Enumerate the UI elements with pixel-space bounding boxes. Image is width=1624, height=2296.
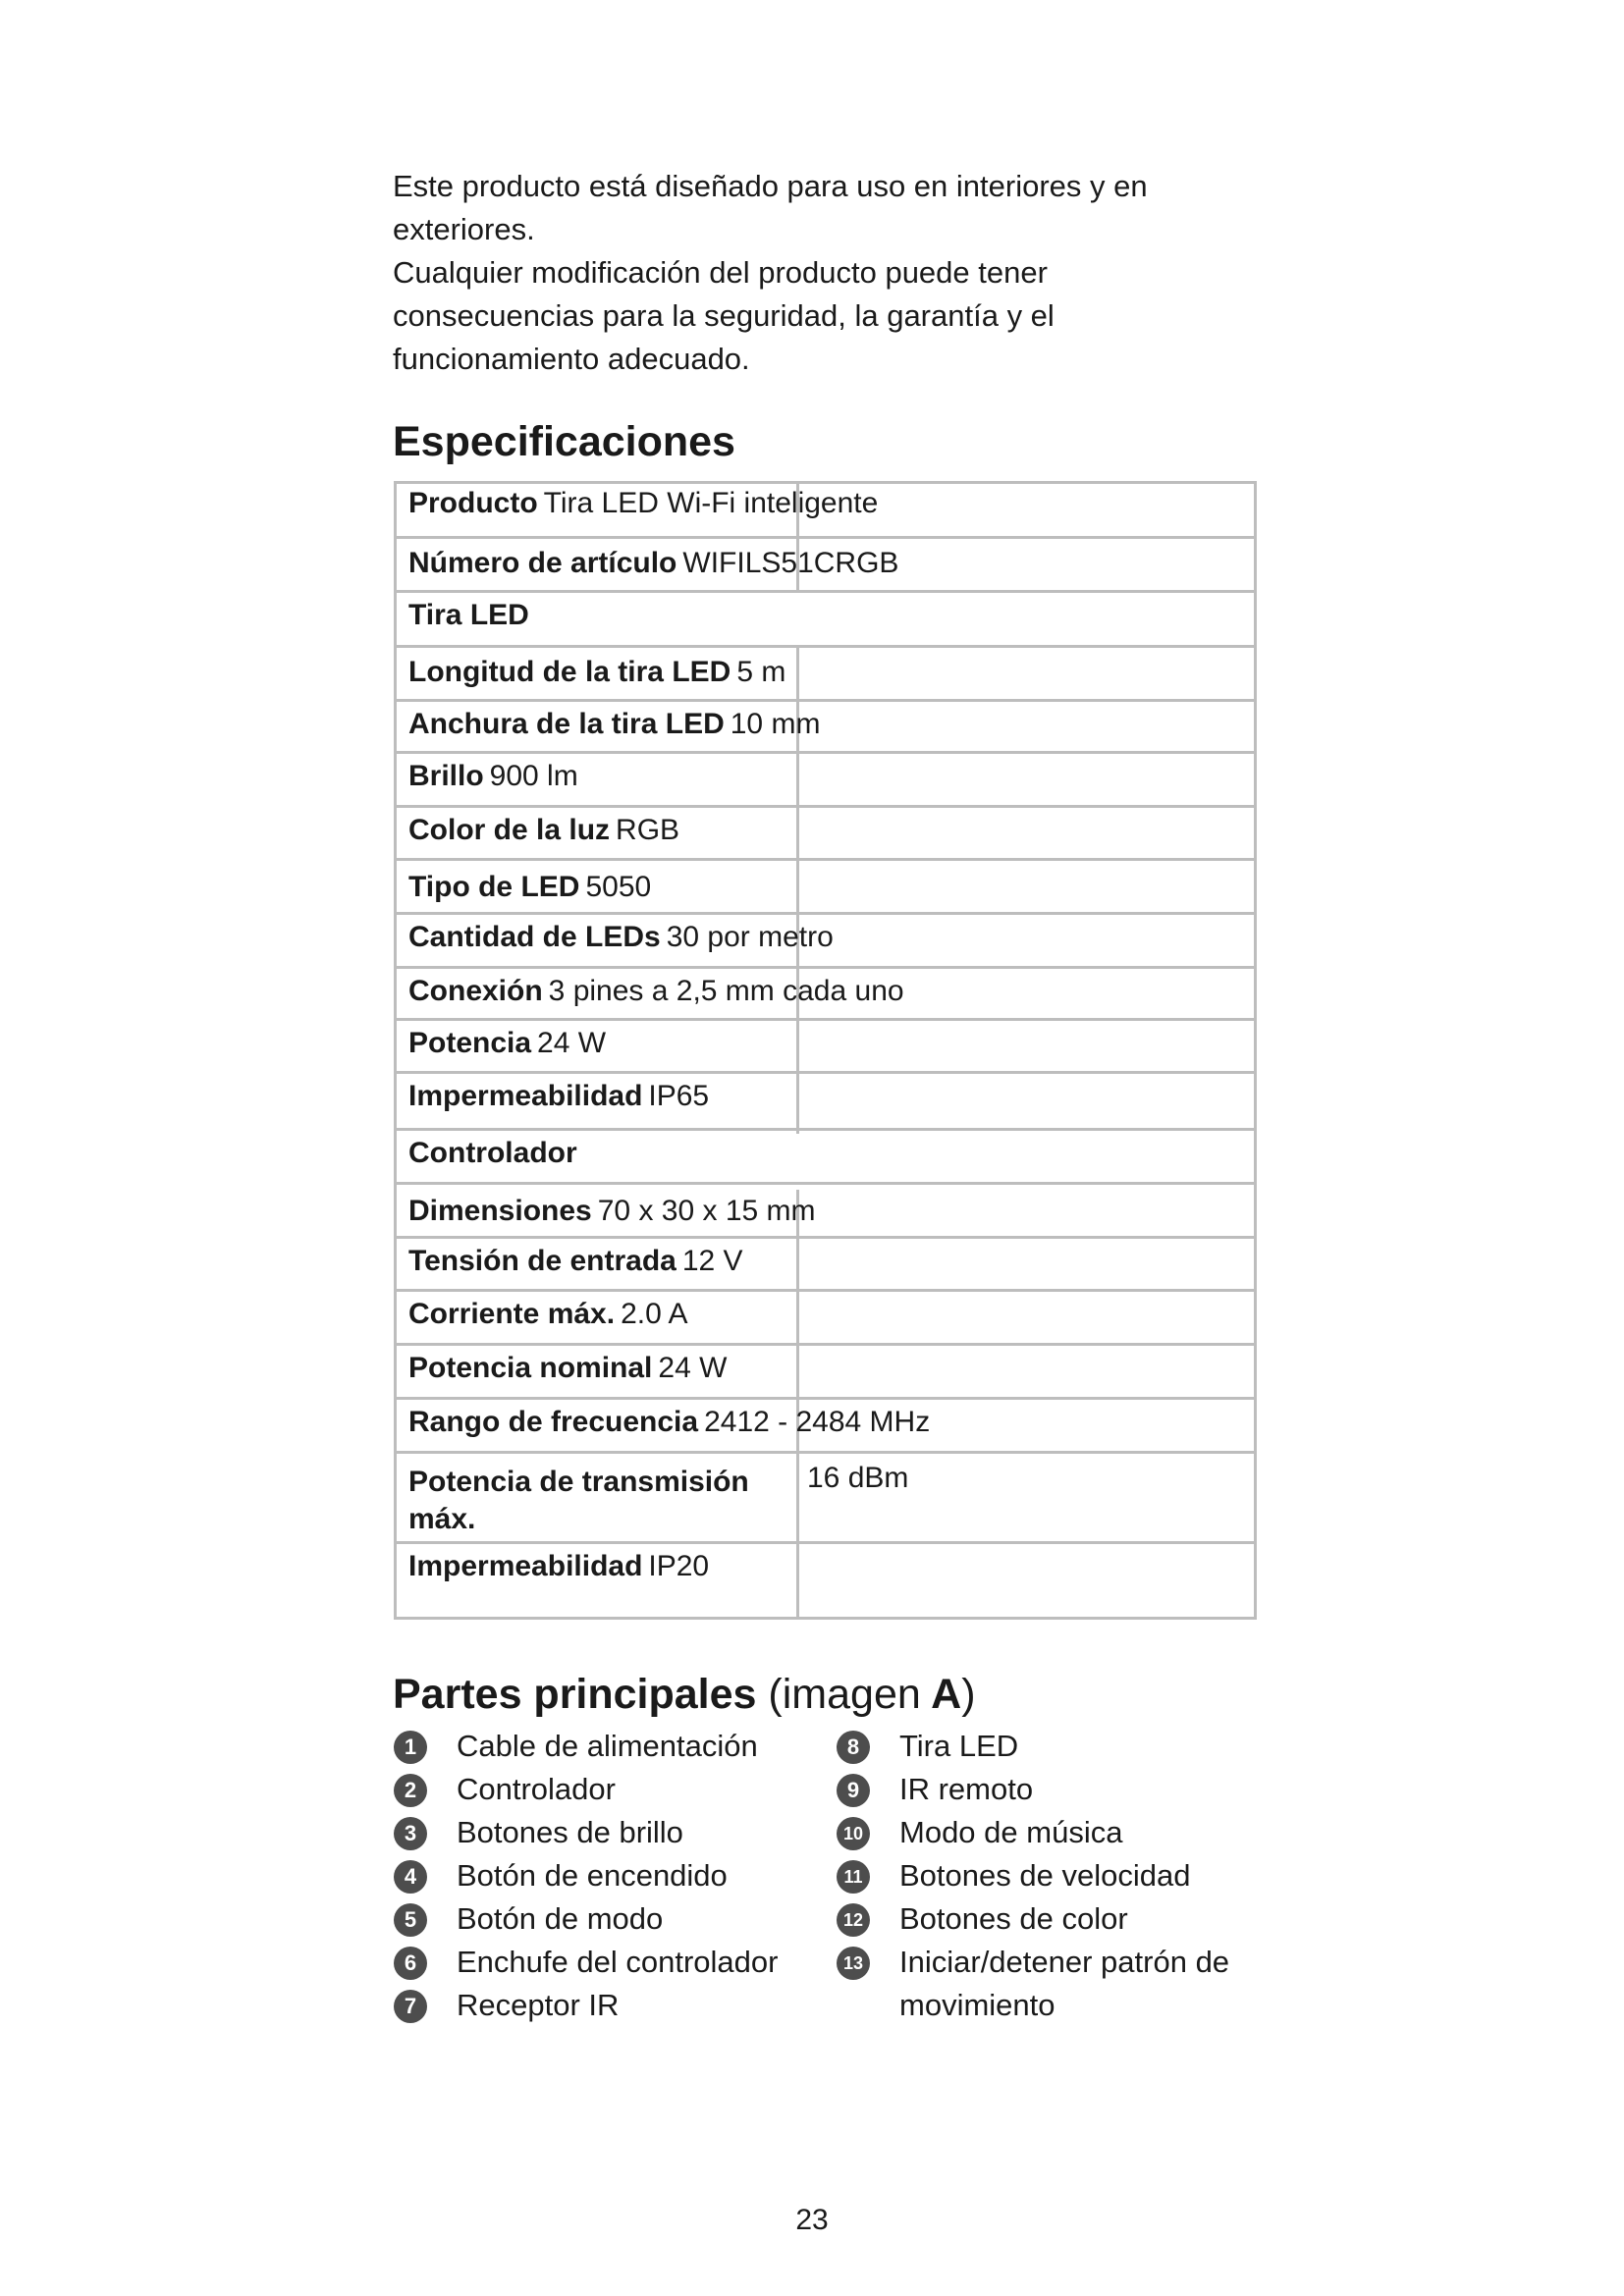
spec-row [397,699,1254,754]
spec-row [397,751,1254,808]
spec-label: Dimensiones 70 x 30 x 15 mm [408,1195,816,1227]
list-item: 8 Tira LED [837,1725,1269,1768]
list-item: 4 Botón de encendido [394,1854,826,1897]
number-badge: 8 [837,1731,870,1764]
spec-row [397,966,1254,1021]
spec-label: Color de la luz RGB [408,814,680,846]
spec-value: IP65 [648,1080,710,1112]
spec-row [397,1541,1254,1620]
intro-text [393,165,1237,381]
number-badge: 4 [394,1860,427,1894]
spec-value: 900 lm [489,760,578,792]
spec-value: 3 pines a 2,5 mm cada uno [548,975,904,1007]
number-badge: 5 [394,1903,427,1937]
list-item: 10 Modo de música [837,1811,1269,1854]
spec-value: 30 por metro [666,921,834,953]
spec-label: Cantidad de LEDs 30 por metro [408,921,834,953]
list-item: 9 IR remoto [837,1768,1269,1811]
list-item: 3 Botones de brillo [394,1811,826,1854]
spec-row [397,481,1254,539]
spec-section-row [397,590,1254,648]
spec-label: Longitud de la tira LED 5 m [408,656,786,688]
spec-row [397,1236,1254,1292]
main-parts-heading: Partes principales (imagen A) [393,1671,976,1718]
number-badge: 9 [837,1774,870,1807]
spec-label: Número de artículo WIFILS51CRGB [408,547,899,579]
spec-row [397,1343,1254,1400]
spec-row [397,912,1254,969]
spec-label: Impermeabilidad IP20 [408,1550,710,1582]
spec-label: Tensión de entrada 12 V [408,1245,743,1277]
number-badge: 3 [394,1817,427,1850]
spec-value: 70 x 30 x 15 mm [597,1195,816,1227]
list-item: 7 Receptor IR [394,1984,826,2027]
spec-label: Rango de frecuencia 2412 - 2484 MHz [408,1406,931,1438]
number-badge: 11 [837,1860,870,1894]
spec-row [397,1018,1254,1074]
list-item: 2 Controlador [394,1768,826,1811]
spec-value: 2412 - 2484 MHz [704,1406,931,1438]
spec-label: Corriente máx. 2.0 A [408,1298,688,1330]
number-badge: 13 [837,1947,870,1980]
spec-section-label: Tira LED [408,599,529,631]
spec-value: 16 dBm [807,1462,909,1494]
spec-row [397,536,1254,593]
spec-value: 12 V [681,1245,743,1277]
spec-value: RGB [616,814,680,846]
spec-label: Impermeabilidad IP65 [408,1080,710,1112]
number-badge: 7 [394,1990,427,2023]
list-item: 11 Botones de velocidad [837,1854,1269,1897]
number-badge: 12 [837,1903,870,1937]
spec-row [397,645,1254,702]
spec-label: Anchura de la tira LED 10 mm [408,708,821,740]
number-badge: 1 [394,1731,427,1764]
spec-value: Tira LED Wi-Fi inteligente [543,487,879,519]
number-badge: 2 [394,1774,427,1807]
spec-label: Conexión 3 pines a 2,5 mm cada uno [408,975,904,1007]
list-item: 5 Botón de modo [394,1897,826,1941]
parts-list-left [394,1725,826,2027]
spec-row [397,858,1254,915]
page-number: 23 [795,2204,829,2236]
spec-value: 24 W [537,1027,607,1059]
spec-row [397,1071,1254,1128]
spec-label: Potencia 24 W [408,1027,607,1059]
parts-list-right [837,1725,1269,2027]
list-item: 1 Cable de alimentación [394,1725,826,1768]
spec-value: 5050 [585,871,652,903]
spec-section-row [397,1128,1254,1185]
spec-label: Producto Tira LED Wi-Fi inteligente [408,487,879,519]
spec-value: 24 W [658,1352,728,1384]
spec-row [397,805,1254,861]
specifications-heading: Especificaciones [393,418,735,465]
list-item: 12 Botones de color [837,1897,1269,1941]
specifications-table [394,481,1257,1620]
spec-value: WIFILS51CRGB [682,547,899,579]
list-item: 6 Enchufe del controlador [394,1941,826,1984]
spec-value: IP20 [648,1550,710,1582]
spec-label: Brillo 900 lm [408,760,578,792]
spec-section-label: Controlador [408,1137,577,1169]
number-badge: 10 [837,1817,870,1850]
list-item: 13 Iniciar/detener patrón de movimiento [837,1941,1269,2027]
spec-value: 5 m [736,656,786,688]
intro-paragraph-2: Cualquier modificación del producto puede tener consecuencias para la seguridad, la garantía y el funcionamiento adecuado. [393,255,1055,376]
spec-row [397,1182,1254,1239]
spec-value: 10 mm [730,708,821,740]
spec-row [397,1289,1254,1346]
spec-row [397,1451,1254,1544]
spec-value: 2.0 A [621,1298,688,1330]
spec-label: Potencia nominal 24 W [408,1352,728,1384]
spec-row [397,1397,1254,1454]
spec-label: Tipo de LED 5050 [408,871,652,903]
number-badge: 6 [394,1947,427,1980]
intro-paragraph-1: Este producto está diseñado para uso en interiores y en exteriores. [393,169,1148,246]
spec-label: Potencia de transmisión máx. [408,1466,749,1535]
